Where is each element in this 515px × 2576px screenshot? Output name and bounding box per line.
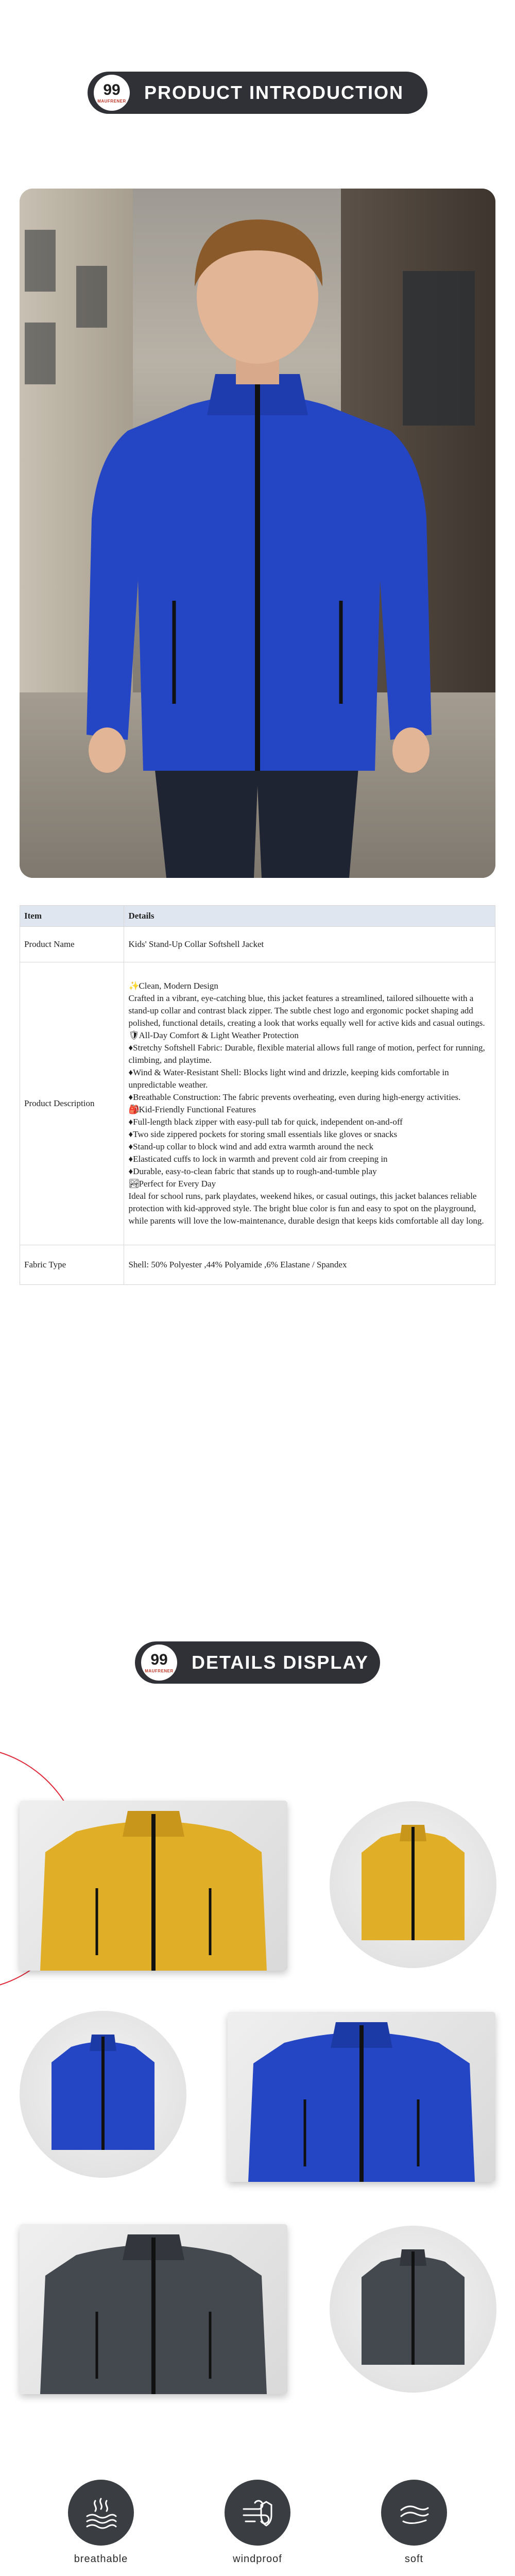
feature-label: breathable <box>74 2553 128 2565</box>
feature-label: soft <box>404 2553 424 2565</box>
product-name-value: Kids' Stand-Up Collar Softshell Jacket <box>124 927 495 962</box>
yellow-jacket-image <box>20 1801 287 1971</box>
description-line-text: ♦Wind & Water-Resistant Shell: Blocks light wind and drizzle, keeping kids comfortable in unpredictable weather. <box>128 1067 449 1090</box>
brand-logo <box>94 75 130 111</box>
section-title: DETAILS DISPLAY <box>192 1652 369 1673</box>
section-header-details-display <box>135 1641 380 1684</box>
product-spec-table <box>20 905 495 1285</box>
description-line <box>128 1141 491 1153</box>
description-line-icon: 🛡 <box>128 1030 140 1040</box>
description-line-text: ♦Stand-up collar to block wind and add extra warmth around the neck <box>128 1142 374 1151</box>
hero-photo <box>20 189 495 878</box>
detail-photo-yellow-flat <box>20 1801 287 1971</box>
product-name-label: Product Name <box>20 927 124 962</box>
description-line <box>128 1042 491 1066</box>
description-line-text: Perfect for Every Day <box>139 1179 216 1189</box>
gray-jacket-image <box>330 2226 496 2393</box>
feature-label: windproof <box>233 2553 282 2565</box>
table-row-product-name <box>20 927 495 962</box>
description-line <box>128 1116 491 1128</box>
section-header-product-introduction <box>88 72 427 114</box>
description-line <box>128 980 491 992</box>
description-line-icon: ✨ <box>128 981 140 991</box>
blue-jacket-image <box>20 2011 186 2178</box>
description-line <box>128 992 491 1029</box>
description-line-icon: 🏞 <box>128 1179 140 1189</box>
description-line-text: Kid-Friendly Functional Features <box>139 1105 256 1114</box>
description-line-text: Ideal for school runs, park playdates, weekend hikes, or casual outings, this jacket balances reliable protection with kid-approved style. The bright blue color is fun and easy to spot on the playground, while parents will love the low-maintenance, durable design that keeps kids comfortable all day long. <box>128 1191 484 1226</box>
table-row-fabric <box>20 1245 495 1285</box>
detail-photo-blue-circle <box>20 2011 186 2178</box>
breathable-icon <box>68 2480 134 2546</box>
yellow-jacket-image <box>330 1801 496 1968</box>
description-line-icon: 🎒 <box>128 1105 140 1114</box>
table-header-details: Details <box>124 906 495 927</box>
detail-photo-gray-circle <box>330 2226 496 2393</box>
feature-soft <box>363 2480 466 2565</box>
table-header-item: Item <box>20 906 124 927</box>
detail-photo-yellow-circle <box>330 1801 496 1968</box>
description-line <box>128 1178 491 1190</box>
description-line <box>128 1104 491 1116</box>
logo-brand: MAUFRENER <box>145 1668 174 1673</box>
gray-jacket-image <box>20 2224 287 2394</box>
description-line-text: ♦Breathable Construction: The fabric prevents overheating, even during high-energy activities. <box>128 1092 461 1102</box>
feature-windproof <box>206 2480 309 2565</box>
logo-brand: MAUFRENER <box>97 98 126 104</box>
description-line <box>128 1153 491 1165</box>
description-value <box>124 962 495 1245</box>
fabric-value: Shell: 50% Polyester ,44% Polyamide ,6% Elastane / Spandex <box>124 1245 495 1285</box>
blue-jacket-image <box>228 2012 495 2182</box>
brand-logo <box>141 1645 177 1681</box>
description-label: Product Description <box>20 962 124 1245</box>
description-line-text: ♦Durable, easy-to-clean fabric that stands up to rough-and-tumble play <box>128 1166 377 1176</box>
detail-photo-gray-flat <box>20 2224 287 2394</box>
feature-breathable <box>49 2480 152 2565</box>
description-line <box>128 1128 491 1141</box>
description-line <box>128 1066 491 1091</box>
description-line-text: ♦Stretchy Softshell Fabric: Durable, flexible material allows full range of motion, perfect for running, climbing, and playtime. <box>128 1043 485 1065</box>
logo-number: 99 <box>103 81 121 98</box>
description-line-text: ♦Full-length black zipper with easy-pull tab for quick, independent on-and-off <box>128 1117 403 1127</box>
description-line <box>128 1091 491 1104</box>
description-line-text: All-Day Comfort & Light Weather Protection <box>139 1030 299 1040</box>
description-line-text: Crafted in a vibrant, eye-catching blue, this jacket features a streamlined, tailored silhouette with a stand-up collar and contrast black zipper. The subtle chest logo and ergonomic pocket shaping add polished, functional details, creating a look that works equally well for active kids and casual outings. <box>128 993 485 1028</box>
logo-number: 99 <box>150 1651 168 1668</box>
windproof-icon <box>225 2480 290 2546</box>
table-row-description <box>20 962 495 1245</box>
table-header-row <box>20 906 495 927</box>
section-title: PRODUCT INTRODUCTION <box>144 82 404 103</box>
detail-photo-blue-flat <box>228 2012 495 2182</box>
description-line-text: ♦Elasticated cuffs to lock in warmth and prevent cold air from creeping in <box>128 1154 388 1164</box>
boy-model-illustration <box>20 189 495 878</box>
description-line <box>128 1029 491 1042</box>
description-line-text: ♦Two side zippered pockets for storing small essentials like gloves or snacks <box>128 1129 398 1139</box>
description-line <box>128 1165 491 1178</box>
description-line-text: Clean, Modern Design <box>139 981 218 991</box>
description-line <box>128 1190 491 1227</box>
fabric-label: Fabric Type <box>20 1245 124 1285</box>
soft-icon <box>381 2480 447 2546</box>
